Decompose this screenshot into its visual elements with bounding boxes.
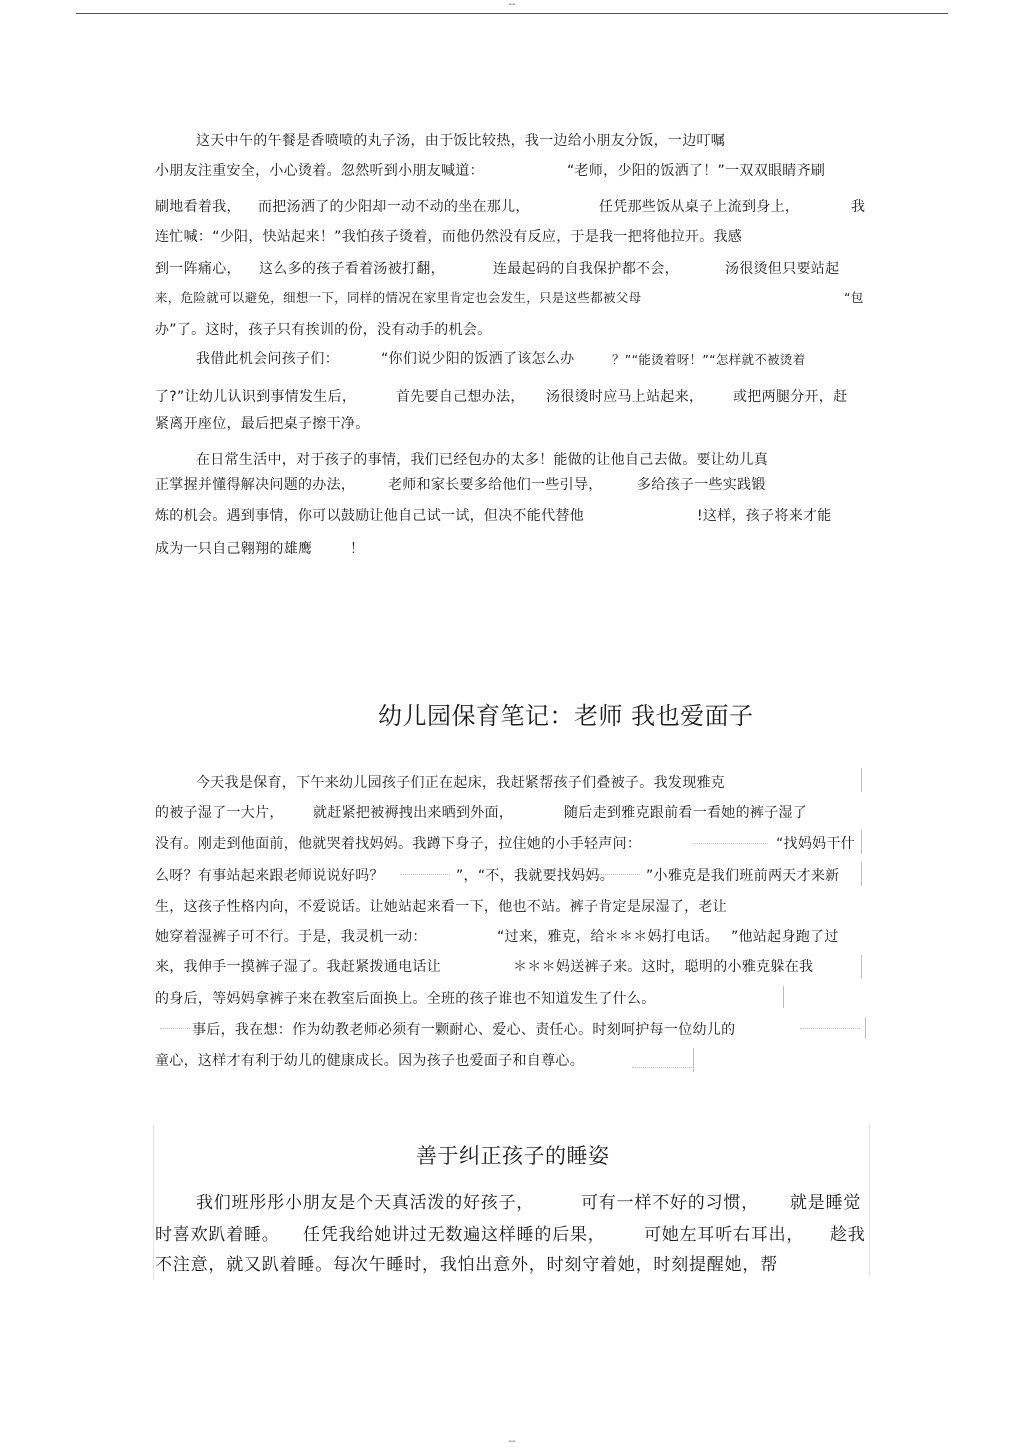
paragraph-line: 我们班彤彤小朋友是个天真活泼的好孩子， xyxy=(196,1193,535,1213)
paragraph-line: 汤很烫时应马上站起来， xyxy=(546,389,704,405)
paragraph-line: 趁我 xyxy=(830,1225,866,1245)
paragraph-line: 到一阵痛心， xyxy=(155,261,241,277)
paragraph-line: 这天中午的午餐是香喷喷的丸子汤，由于饭比较热，我一边给小朋友分饭，一边叮嘱 xyxy=(196,133,726,149)
paragraph-line: 我 xyxy=(851,199,866,215)
paragraph-line: 而把汤洒了的少阳却一动不动的坐在那儿， xyxy=(258,199,530,215)
paragraph-line: 就是睡觉 xyxy=(790,1193,862,1213)
scan-dots xyxy=(632,1067,692,1068)
scan-border xyxy=(693,1048,694,1072)
paragraph-line: 不注意，就又趴着睡。每次午睡时，我怕出意外，时刻守着她，时刻提醒她，帮 xyxy=(155,1255,778,1275)
paragraph-line: 紧离开座位，最后把桌子擦干净。 xyxy=(155,416,370,432)
header-rule xyxy=(76,13,948,14)
paragraph-line: “找妈妈干什 xyxy=(776,836,856,852)
paragraph-line: 来，我伸手一摸裤子湿了。我赶紧拨通电话让 xyxy=(155,959,441,975)
paragraph-line: ”他站起身跑了过 xyxy=(731,929,839,945)
paragraph-line: 多给孩子一些实践锻 xyxy=(637,477,766,493)
paragraph-line: 没有。刚走到他面前，他就哭着找妈妈。我蹲下身子，拉住她的小手轻声问： xyxy=(155,836,642,852)
paragraph-line: 我借此机会问孩子们： xyxy=(196,351,339,367)
scan-dots xyxy=(586,874,640,875)
paragraph-line: !这样，孩子将来才能 xyxy=(697,508,832,524)
paragraph-line: 么呀？有事站起来跟老师说说好吗？ xyxy=(155,868,384,884)
section-2-title: 幼儿园保育笔记：老师 我也爱面子 xyxy=(378,702,754,730)
section-3-frame-right xyxy=(869,1125,870,1275)
paragraph-line: 汤很烫但只要站起 xyxy=(725,261,840,277)
scan-border xyxy=(865,1017,866,1039)
paragraph-line: 在日常生活中，对于孩子的事情，我们已经包办的太多！能做的让他自己去做。要让幼儿真 xyxy=(196,452,768,468)
paragraph-line: ！ xyxy=(350,541,365,557)
paragraph-line: “过来，雅克，给＊＊＊妈打电话。 xyxy=(497,929,720,945)
scan-dots xyxy=(160,1028,190,1029)
paragraph-line: 事后，我在想：作为幼教老师必须有一颗耐心、爱心、责任心。时刻呵护每一位幼儿的 xyxy=(192,1022,736,1038)
paragraph-line: 今天我是保育，下午来幼儿园孩子们正在起床，我赶紧帮孩子们叠被子。我发现雅克 xyxy=(196,775,726,791)
scan-dots xyxy=(693,843,768,844)
paragraph-line: “老师，少阳的饭洒了！”一双双眼睛齐刷 xyxy=(567,163,826,179)
paragraph-line: 刷地看着我， xyxy=(155,199,241,215)
footer-mark: -- xyxy=(508,1436,516,1447)
paragraph-line: 随后走到雅克跟前看一看她的裤子湿了 xyxy=(564,805,808,821)
paragraph-line: 生，这孩子性格内向，不爱说话。让她站起来看一下，他也不站。裤子肯定是尿湿了，老让 xyxy=(155,899,727,915)
paragraph-line: 首先要自己想办法， xyxy=(396,389,525,405)
scan-dots xyxy=(800,1028,860,1029)
paragraph-line: 小朋友注重安全，小心烫着。忽然听到小朋友喊道： xyxy=(155,163,484,179)
section-3-frame-left xyxy=(153,1125,154,1280)
scan-border xyxy=(861,768,862,792)
paragraph-line: ”小雅克是我们班前两天才来新 xyxy=(646,868,840,884)
paragraph-line: 任凭我给她讲过无数遍这样睡的后果， xyxy=(303,1225,606,1245)
scan-border xyxy=(783,986,784,1008)
paragraph-line: 炼的机会。遇到事情，你可以鼓励让他自己试一试，但决不能代替他 xyxy=(155,508,584,524)
paragraph-line: 的被子湿了一大片， xyxy=(155,805,284,821)
paragraph-line: 可她左耳听右耳出， xyxy=(644,1225,805,1245)
paragraph-line: 连忙喊：“少阳，快站起来！”我怕孩子烫着，而他仍然没有反应，于是我一把将他拉开。我感 xyxy=(155,229,743,245)
paragraph-line: ”，“不，我就要找妈妈。 xyxy=(456,868,615,884)
header-mark: -- xyxy=(508,0,516,10)
section-3-title: 善于纠正孩子的睡姿 xyxy=(416,1144,610,1168)
paragraph-line: 可有一样不好的习惯， xyxy=(581,1193,759,1213)
paragraph-line: 或把两腿分开，赶 xyxy=(733,389,848,405)
scan-dots xyxy=(400,874,450,875)
paragraph-line: 童心，这样才有利于幼儿的健康成长。因为孩子也爱面子和自尊心。 xyxy=(155,1053,584,1069)
paragraph-line: ？”“能烫着呀！”“怎样就不被烫着 xyxy=(612,352,806,367)
scan-border xyxy=(861,862,862,886)
paragraph-line: 就赶紧把被褥拽出来晒到外面， xyxy=(313,805,514,821)
paragraph-line: 时喜欢趴着睡。 xyxy=(155,1225,280,1245)
paragraph-line: 成为一只自己翱翔的雄鹰 xyxy=(155,541,313,557)
paragraph-line: 了?”让幼儿认识到事情发生后， xyxy=(155,389,357,405)
paragraph-line: ＊＊＊妈送裤子来。这时，聪明的小雅克躲在我 xyxy=(513,959,814,975)
paragraph-line: 这么多的孩子看着汤被打翻， xyxy=(259,261,445,277)
paragraph-line: 来，危险就可以避免，细想一下，同样的情况在家里肯定也会发生，只是这些都被父母 xyxy=(155,290,642,305)
paragraph-line: 正掌握并懂得解决问题的办法， xyxy=(155,477,356,493)
scan-border xyxy=(861,830,862,854)
paragraph-line: “包 xyxy=(844,290,864,305)
paragraph-line: 的身后，等妈妈拿裤子来在教室后面换上。全班的孩子谁也不知道发生了什么。 xyxy=(155,991,656,1007)
paragraph-line: 办”了。这时，孩子只有挨训的份，没有动手的机会。 xyxy=(155,322,492,338)
paragraph-line: 老师和家长要多给他们一些引导， xyxy=(388,477,603,493)
paragraph-line: “你们说少阳的饭洒了该怎么办 xyxy=(381,351,575,367)
paragraph-line: 她穿着湿裤子可不行。于是，我灵机一动： xyxy=(155,929,427,945)
paragraph-line: 任凭那些饭从桌子上流到身上， xyxy=(599,199,800,215)
scan-border xyxy=(861,955,862,979)
paragraph-line: 连最起码的自我保护都不会， xyxy=(493,261,679,277)
